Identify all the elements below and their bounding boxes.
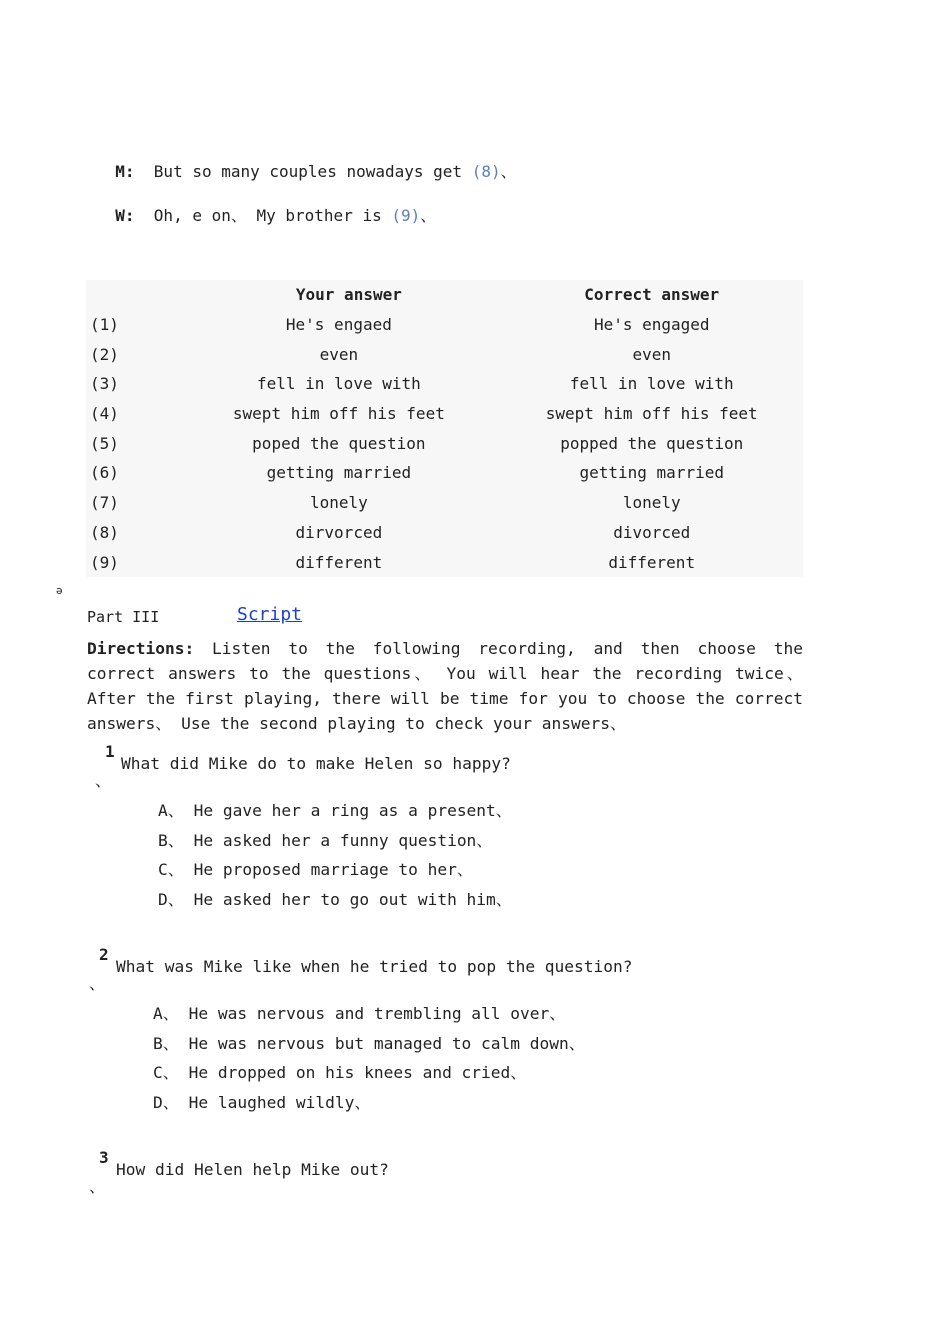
speaker-label: M: [115,162,135,181]
table-row [86,547,803,577]
dialogue-end: 、 [500,162,517,181]
your-answer-cell: He's engaed [285,315,392,335]
dialogue-text: But so many couples nowadays get [153,162,463,181]
question-number-comma: 、 [89,1177,106,1196]
question-text: How did Helen help Mike out? [116,1160,389,1179]
directions [87,636,803,736]
blank-marker: (8) [471,162,501,181]
correct-answer-cell: different [608,552,696,572]
option-d[interactable]: D、 He asked her to go out with him、 [158,890,512,909]
correct-answer-cell: even [632,344,671,364]
correct-answer-cell: fell in love with [569,374,734,394]
table-row [86,369,803,399]
table-row [86,399,803,429]
question-text: What did Mike do to make Helen so happy? [121,754,511,773]
dialogue-text: Oh, e on、 My brother is [153,206,382,225]
row-num: (7) [90,493,119,513]
row-num: (4) [90,404,119,424]
option-d[interactable]: D、 He laughed wildly、 [153,1093,371,1112]
row-num: (8) [90,522,119,542]
table-header-row [86,280,803,310]
header-your-answer: Your answer [295,285,402,305]
dialogue-end: 、 [420,206,437,225]
paragraph-mark: ə [56,584,63,597]
your-answer-cell: fell in love with [256,374,421,394]
correct-answer-cell: lonely [622,493,681,513]
directions-label: Directions: [87,639,195,658]
question-number-comma: 、 [95,771,112,790]
table-row [86,458,803,488]
table-row [86,339,803,369]
your-answer-cell: poped the question [252,433,426,453]
directions-text: Listen to the following recording, and then choose the correct answers to the questions、 You will hear the recording twice、 After the first playing, there will be time for you to choose the correct answers、 Use the second playing to check your answers、 [87,639,803,733]
table-row [86,428,803,458]
table-row [86,488,803,518]
correct-answer-cell: swept him off his feet [545,404,758,424]
question-number: 1 [105,742,115,761]
correct-answer-cell: He's engaged [593,315,710,335]
header-correct-answer: Correct answer [584,285,720,305]
dialogue-line-m [96,140,517,182]
answers-table [86,280,803,577]
row-num: (6) [90,463,119,483]
blank-marker: (9) [391,206,421,225]
row-num: (2) [90,344,119,364]
correct-answer-cell: divorced [613,522,691,542]
question-number-comma: 、 [89,974,106,993]
question-number: 2 [99,945,109,964]
row-num: (3) [90,374,119,394]
option-a[interactable]: A、 He gave her a ring as a present、 [158,801,512,820]
row-num: (1) [90,315,119,335]
option-c[interactable]: C、 He dropped on his knees and cried、 [153,1063,527,1082]
question-number: 3 [99,1148,109,1167]
speaker-label: W: [115,206,135,225]
option-a[interactable]: A、 He was nervous and trembling all over、 [153,1004,566,1023]
option-b[interactable]: B、 He asked her a funny question、 [158,831,493,850]
your-answer-cell: dirvorced [295,522,383,542]
your-answer-cell: even [319,344,359,364]
your-answer-cell: different [295,552,383,572]
header-num [86,280,197,310]
your-answer-cell: swept him off his feet [232,404,445,424]
your-answer-cell: lonely [309,493,368,513]
option-b[interactable]: B、 He was nervous but managed to calm down、 [153,1034,585,1053]
row-num: (9) [90,552,119,572]
table-row [86,518,803,548]
your-answer-cell: getting married [266,463,412,483]
correct-answer-cell: getting married [579,463,724,483]
row-num: (5) [90,433,119,453]
option-c[interactable]: C、 He proposed marriage to her、 [158,860,474,879]
table-row [86,310,803,340]
question-text: What was Mike like when he tried to pop the question? [116,957,633,976]
script-link[interactable]: Script [237,604,303,625]
correct-answer-cell: popped the question [560,433,744,453]
part-title: Part III [87,608,160,626]
dialogue-line-w [96,184,436,226]
